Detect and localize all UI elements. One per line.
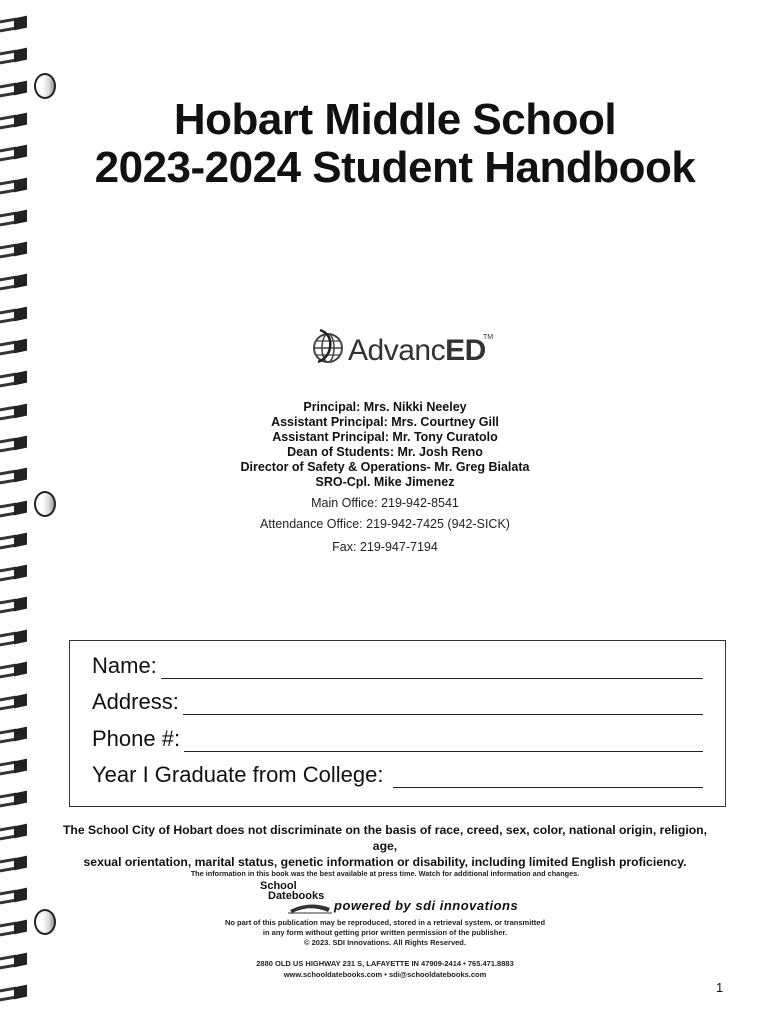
staff-principal: Principal: Mrs. Nikki Neeley — [303, 400, 467, 414]
name-label: Name: — [92, 653, 157, 678]
spiral-coil — [0, 886, 30, 906]
notice-line1: The School City of Hobart does not discriminate on the basis of race, creed, sex, color, national origin, religion, age, — [62, 823, 708, 853]
page-number: 1 — [716, 980, 724, 995]
page-title-line2: 2023-2024 Student Handbook — [94, 143, 696, 192]
spiral-coil — [0, 46, 30, 66]
spiral-coil — [0, 628, 30, 648]
staff-assistant-principal-1: Assistant Principal: Mrs. Courtney Gill — [271, 415, 499, 429]
page-title-line1: Hobart Middle School — [173, 95, 617, 144]
staff-director-safety: Director of Safety & Operations- Mr. Greg Bialata — [240, 460, 530, 474]
spiral-coil — [0, 725, 30, 745]
notice-line2: sexual orientation, marital status, genetic information or disability, including limited English proficiency. — [83, 855, 687, 869]
spiral-coil — [0, 369, 30, 389]
spiral-coil — [0, 660, 30, 680]
address-line[interactable] — [183, 696, 703, 715]
spiral-coil — [0, 563, 30, 583]
powered-by-text: powered by sdi innovations — [334, 898, 519, 913]
publisher-address: 2880 OLD US HIGHWAY 231 S, LAFAYETTE IN 47909-2414 • 765.471.8883 — [256, 959, 514, 968]
spiral-coil — [0, 757, 30, 777]
staff-dean: Dean of Students: Mr. Josh Reno — [287, 445, 483, 459]
staff-list — [0, 400, 770, 490]
phone-label: Phone #: — [92, 726, 181, 751]
spiral-coil — [0, 208, 30, 228]
spiral-coil — [0, 272, 30, 292]
phone-field[interactable] — [92, 726, 703, 752]
spiral-coil — [0, 240, 30, 260]
phone-line[interactable] — [184, 733, 703, 752]
spiral-coil — [0, 595, 30, 615]
spiral-coil — [0, 337, 30, 357]
address-label: Address: — [92, 689, 179, 714]
spiral-coil — [0, 305, 30, 325]
copyright-line1: No part of this publication may be reproduced, stored in a retrieval system, or transmitted — [224, 918, 546, 927]
attendance-office-phone: Attendance Office: 219-942-7425 (942-SICK) — [260, 517, 510, 531]
spiral-coil — [0, 789, 30, 809]
book-icon — [288, 898, 332, 914]
datebooks-word: Datebooks — [268, 890, 325, 902]
fax-number: Fax: 219-947-7194 — [332, 540, 438, 554]
staff-sro: SRO-Cpl. Mike Jimenez — [315, 475, 455, 489]
name-field[interactable] — [92, 653, 703, 679]
press-note: The information in this book was the best available at press time. Watch for additional information and changes. — [190, 869, 580, 878]
spiral-coil — [0, 983, 30, 1003]
main-office-phone: Main Office: 219-942-8541 — [311, 496, 459, 510]
publisher-web-email: www.schooldatebooks.com • sdi@schooldatebooks.com — [283, 970, 487, 979]
nondiscrimination-notice — [60, 822, 710, 870]
sdi-publisher-logo — [258, 880, 538, 916]
graduation-year-line[interactable] — [393, 769, 703, 788]
student-info-form — [69, 640, 726, 807]
graduation-year-label: Year I Graduate from College: — [92, 762, 384, 787]
advanced-logo — [310, 320, 494, 372]
address-field[interactable] — [92, 689, 703, 715]
staff-assistant-principal-2: Assistant Principal: Mr. Tony Curatolo — [272, 430, 498, 444]
graduation-year-field[interactable] — [92, 762, 703, 788]
globe-icon — [310, 328, 346, 364]
school-word: School — [260, 880, 297, 892]
name-line[interactable] — [161, 660, 703, 679]
logo-wordmark: AdvancED — [348, 334, 486, 367]
spiral-coil — [0, 14, 30, 34]
copyright-line3: © 2023. SDI Innovations. All Rights Reserved. — [304, 938, 466, 947]
spiral-coil — [0, 692, 30, 712]
logo-trademark: TM — [483, 334, 494, 341]
spiral-coil — [0, 822, 30, 842]
copyright-line2: in any form without getting prior written permission of the publisher. — [262, 928, 508, 937]
